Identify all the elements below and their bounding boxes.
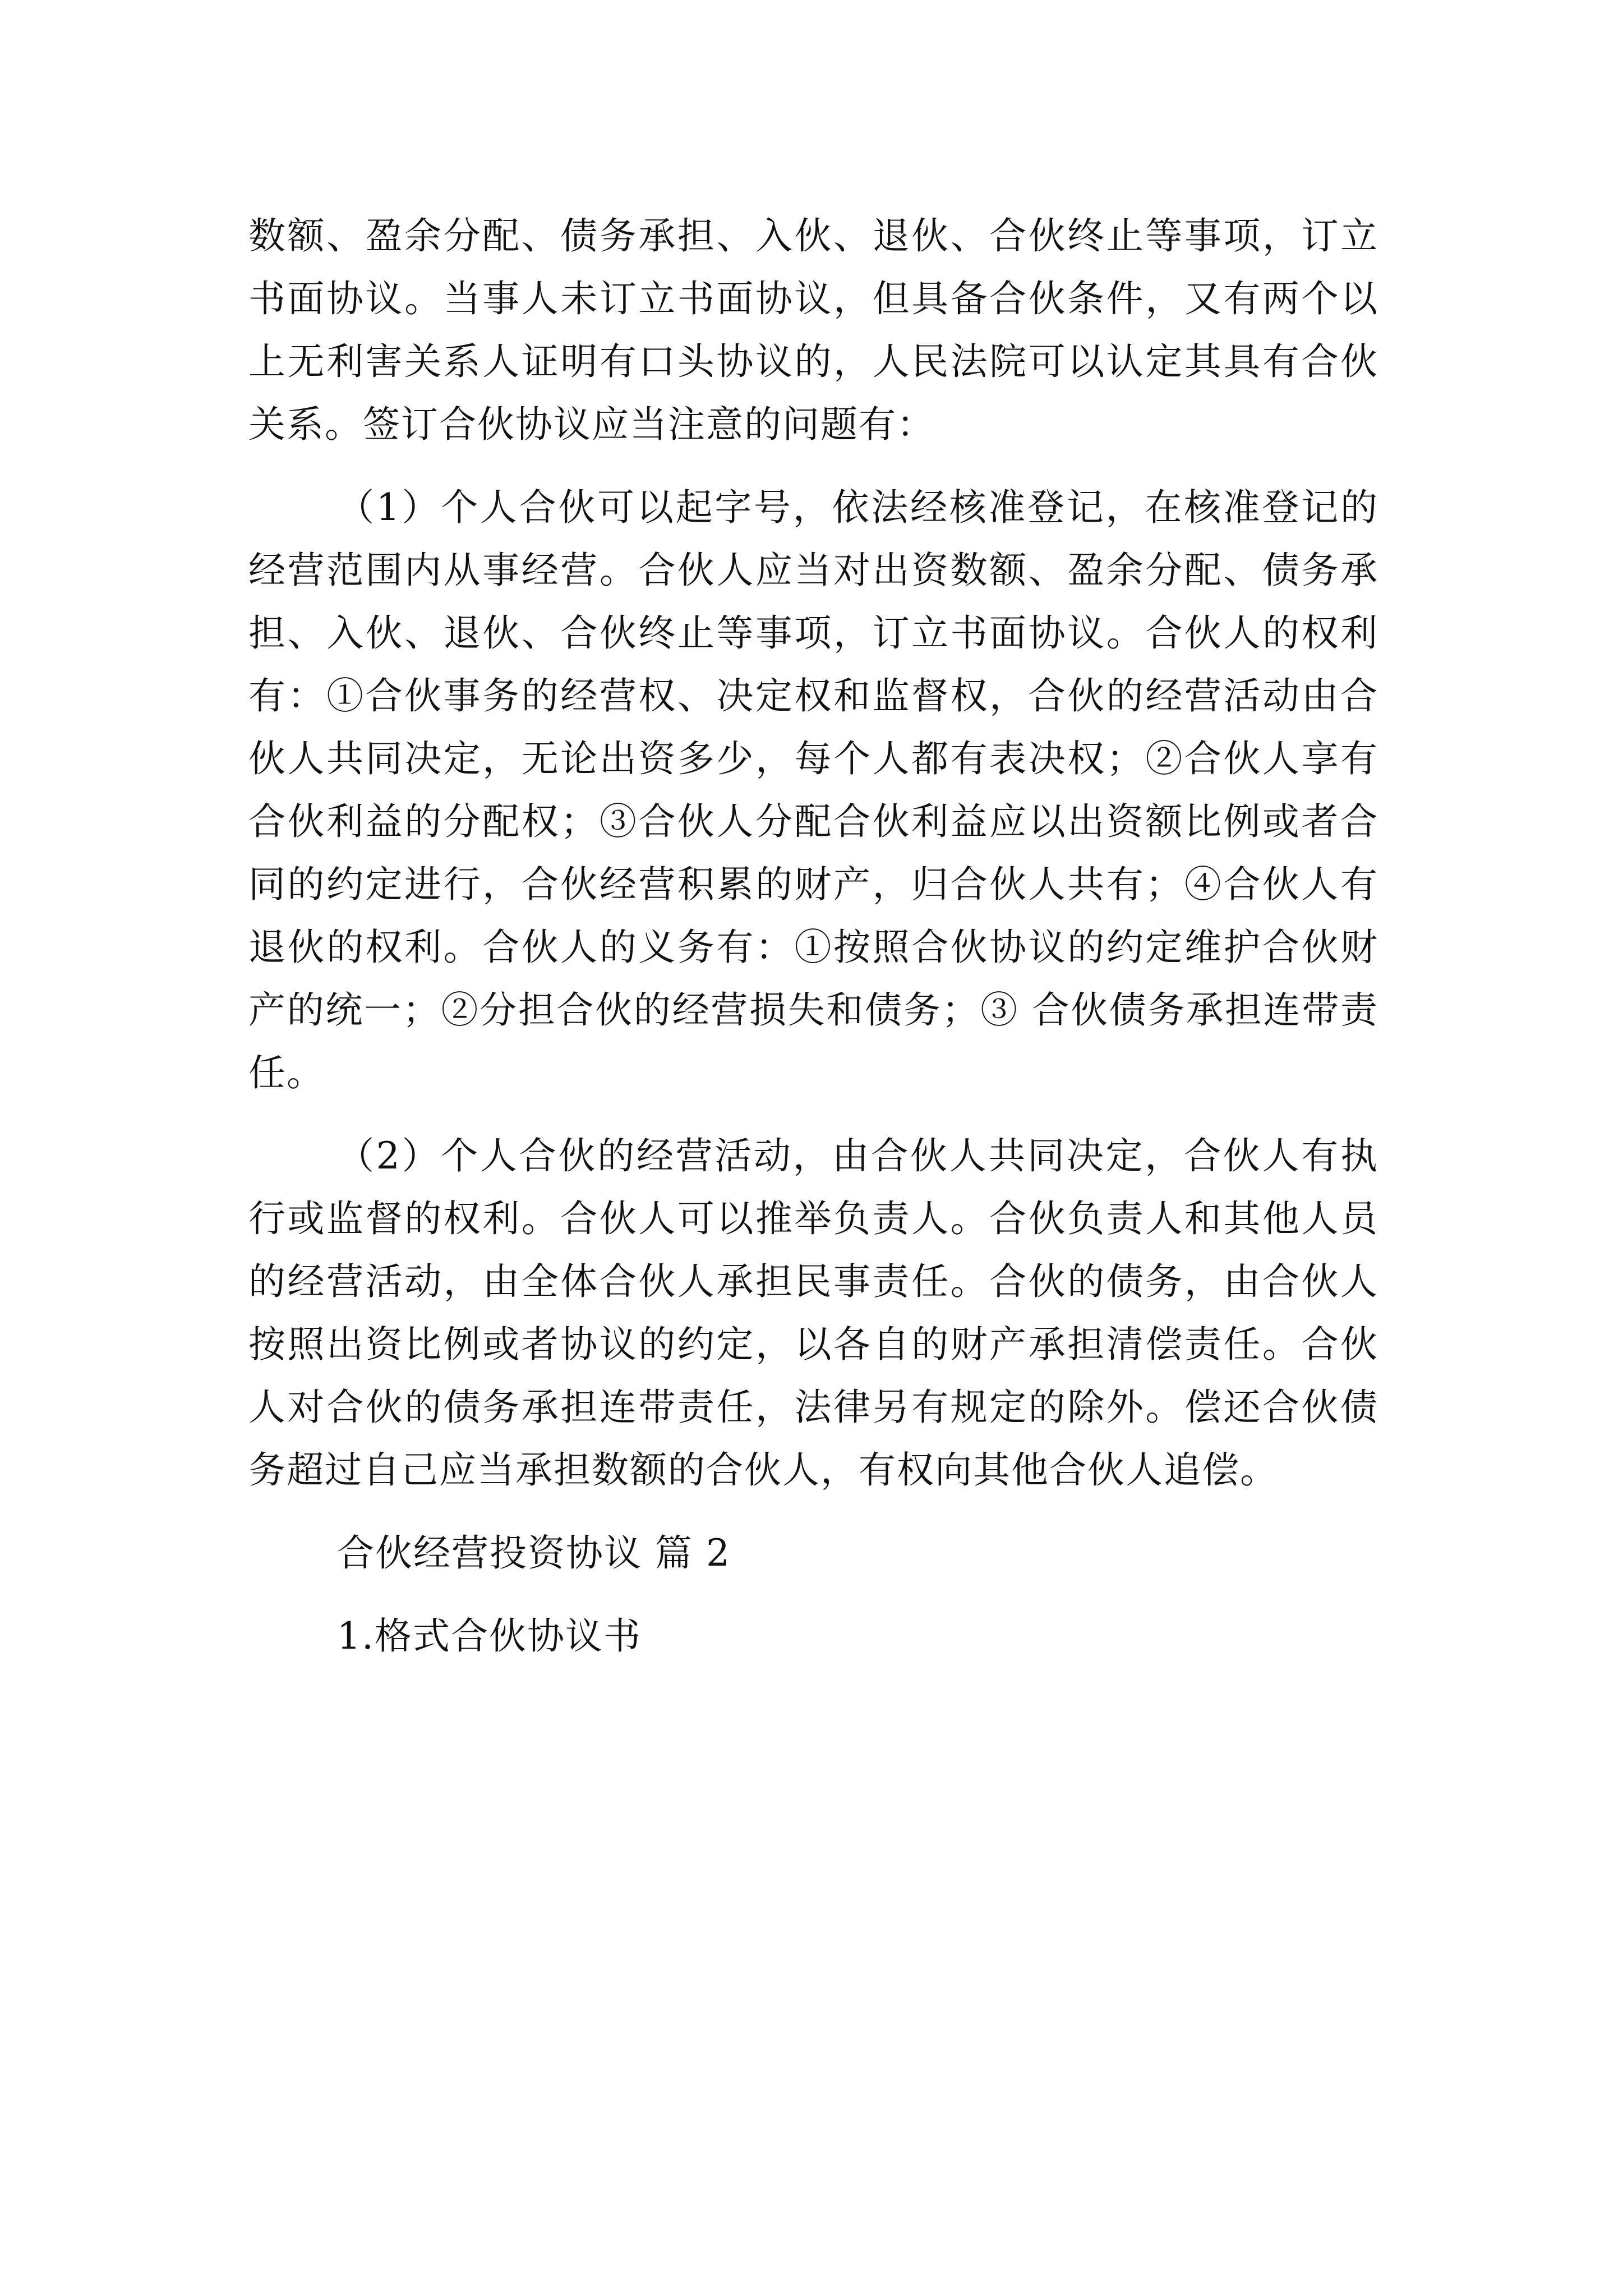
paragraph-item-1: （1）个人合伙可以起字号，依法经核准登记，在核准登记的经营范围内从事经营。合伙人应当对出资数额、盈余分配、债务承担、入伙、退伙、合伙终止等事项，订立书面协议。合伙人的权利有：①合伙事务的经营权、决定权和监督权，合伙的经营活动由合伙人共同决定，无论出资多少，每个人都有表决权；②合伙人享有合伙利益的分配权；③合伙人分配合伙利益应以出资额比例或者合同的约定进行，合伙经营积累的财产，归合伙人共有；④合伙人有退伙的权利。合伙人的义务有：①按照合伙协议的约定维护合伙财产的统一；②分担合伙的经营损失和债务；③ 合伙债务承担连带责任。 — [248, 486, 1378, 1094]
paragraph-item-2: （2）个人合伙的经营活动，由合伙人共同决定，合伙人有执行或监督的权利。合伙人可以推举负责人。合伙负责人和其他人员的经营活动，由全体合伙人承担民事责任。合伙的债务，由合伙人按照出资比例或者协议的约定，以各自的财产承担清偿责任。合伙人对合伙的债务承担连带责任，法律另有规定的除外。偿还合伙债务超过自己应当承担数额的合伙人，有权向其他合伙人追偿。 — [248, 1134, 1378, 1492]
paragraph-continuation: 数额、盈余分配、债务承担、入伙、退伙、合伙终止等事项，订立书面协议。当事人未订立书面协议，但具备合伙条件，又有两个以上无利害关系人证明有口头协议的，人民法院可以认定其具有合伙关系。签订合伙协议应当注意的问题有： — [248, 214, 1378, 446]
document-body — [248, 205, 1378, 1668]
subsection-title: 1.格式合伙协议书 — [337, 1614, 642, 1658]
section-title: 合伙经营投资协议 篇 2 — [337, 1531, 731, 1575]
